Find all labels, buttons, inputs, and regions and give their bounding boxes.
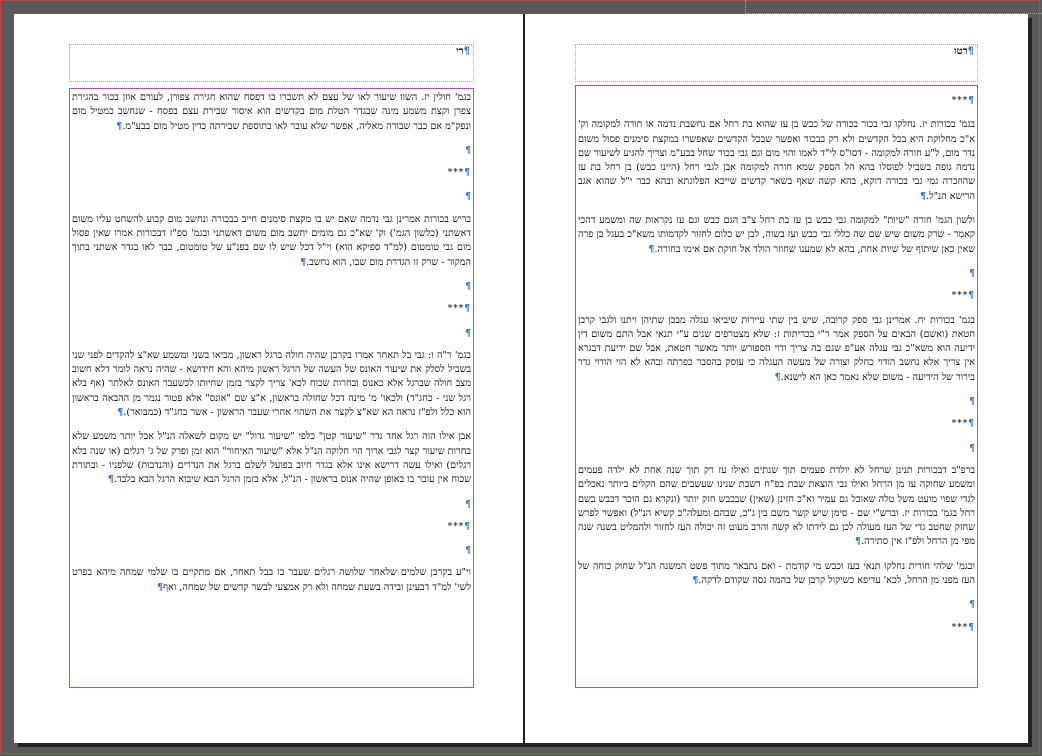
pilcrow-mark: ¶ [465, 546, 471, 557]
section-separator [72, 166, 471, 180]
paragraph-text: אבן אילו הוה רגל אחד גדר "שיעור קטן" כלפי "שיעור גדול" יש מקום לשאלה הנ"ל אבל יותר משמע שלא בחרות שיעור קצר לגבי ארוך הוי חלוקה הנ"ל אלא "שיעור האיחור" הוא זמן ופרק של ג' רגלים (או שנה בלא רגלים) ואילו עשה דרישא אינו אלא בגדר חיוב בפועל לשלם ברגל את הנדרים (והנדבות) שלפניו - ובתורת שכוח אין עובר בו באופן שהיה אנוס בראשון - הנ"ל, אלא בזמן הרגל הבא שיבוא הרגל הבא בלבד. [72, 431, 471, 486]
empty-paragraph [72, 544, 471, 558]
paragraph[interactable] [578, 118, 975, 204]
pilcrow-mark: ¶ [968, 96, 975, 106]
paragraph-text: ברפ"ב דבכורות תנינן שרחל לא יולדת פעמים תוך שנתים ואילו עז רק תוך שנה אחת לא ילדה פעמים ומשמע שחוקה עז מן הרחל ואילו גבי הוצאת שבת בפ"ח דשבת שנינו שעשבים שהם הקלים ביותר נאכלים לגדי שפוי מועט משל טלה שאוכל גם עמיר וא"כ חזינן (שאין) שבכבש חזק יותר (ונקרא גם הוכר דכבש בשם רחל בגמ' בכורות יז. וברש"י שם - סימן שיש קשר משם בין ג"כ, שבהם ומעלה"כ קשיא הנ"ל) ואפשר לפרש שחזק שחטב גדי של העז מעולה לכן גם לידתו לא קשה והרב מעוט זה יכולה העז לחזור ולהמליט בשנה שנה מפי מן הרחל ולפ"ז אין סתירה. [578, 464, 975, 548]
paragraph-text: וי"ע בקרבן שלמים שלאחר שלושה רגלים שעבר בו בבל תאחר, אם מתקיים בו שלמי שמחה מיהא בפרט לשי' למ"ד דבעינן ובידה בשעת שמחה ולא רק אמצעי לבשר קדשים של שמחה, ואף [72, 567, 471, 593]
pilcrow-mark: ¶ [692, 575, 699, 587]
empty-paragraph [578, 598, 975, 612]
header-frame[interactable] [69, 44, 474, 82]
pilcrow-mark: ¶ [774, 371, 781, 383]
header-frame[interactable] [575, 44, 978, 82]
pilcrow-mark: ¶ [855, 536, 862, 548]
separator-text: *** [951, 291, 969, 302]
pilcrow-mark: ¶ [919, 190, 927, 202]
header-text: רטו [954, 46, 968, 57]
section-separator [578, 289, 975, 303]
paragraph[interactable] [578, 214, 975, 257]
empty-paragraph [578, 267, 975, 281]
separator-text: *** [951, 419, 969, 430]
empty-paragraph [578, 395, 975, 409]
pilcrow-mark: ¶ [968, 291, 975, 302]
running-header [456, 46, 470, 57]
section-separator [578, 417, 975, 431]
paragraph[interactable] [72, 91, 471, 134]
paragraph-text: בגמ' ר"ה ו: גבי בל תאחר אמרו בקרבן שהיה חולה ברגל ראשון, מביאו בשני ומשמע שא"צ להקדים לפני שני בשביל לסלק את שיעור האונס של העשה של הרגל ראשון מיהא והא חידושא - שהיה נראה לומר דלא חשוב מצב חולה שברגל אלא כאנוס ובחרות שכוח לכא' צריך לקצר בזמן שחיותו לכשעבר האונס לאלתר (אף בלא רגל שני - כחג"ד) ולכאו' מ' מינה דכל שחולה בראשון, א"צ שם "אונס" אלא פטור נגמר מן ההבאה בראשון הוא כלל ולפ"ז נראה הא שא"צ לקצר את השהוי אחרי שעבר הראשון - אשר בחג"ד (כמבואר). [72, 349, 471, 419]
text-column [576, 86, 977, 635]
pilcrow-mark: ¶ [156, 581, 164, 593]
text-frame[interactable] [69, 88, 474, 688]
separator-text: *** [951, 622, 969, 633]
pilcrow-mark: ¶ [969, 443, 975, 454]
pilcrow-mark: ¶ [648, 243, 655, 255]
text-column [70, 89, 473, 595]
pilcrow-mark: ¶ [463, 46, 470, 57]
pilcrow-mark: ¶ [465, 192, 471, 203]
left-page[interactable] [14, 14, 523, 743]
empty-paragraph [578, 442, 975, 456]
paragraph-text: ולשון הגמ' חורה "שיות" למקומה גבי כבש בן עז בת רחל צ"ב הגם כבש וגם עז נקראות שה ומשמע דהכי קאמר - שרק משום שיש שם שה כללי גבי כבש ועז בשוה, לכן יש כלום לחזור לקדמותו משא"כ בעגל בן פרה שאין כאן שיתוף של שיות אחת, בהא לא שמענו שחוזר הולד אל חוקת אם אימו בחורה. [578, 215, 975, 255]
paragraph-text: בגמ' בכורות יח. אמרינן גבי ספק קרובה, שיש בין שתי עיירות שיביאו עגלה מבכן שתיהן ויתנו ולגבי קרבן חטאת (ואשם) הבאים על הספק אמר ר"י בכריתות ז: שלא מצטרפים שנים ע"י תנאי אבל התם משום דין ידיעה הוא משא"כ גבי עגלה אע"פ שגם בה צריך ודוי הספורש יותר מאשר חטאת, אבל שם ידיעת דבגרא אין צריך אלא נחשב הודוי כחלק וצורה של מעשה העגלה כי עוסק בהסבר כפרתה ובהא לא הוי הודוי גדר בירור של הידיעה - משום שלא נאמר כאן הא לישנא. [578, 314, 975, 383]
text-frame[interactable] [575, 85, 978, 688]
pilcrow-mark: ¶ [116, 120, 123, 132]
paragraph-text: בריש בכורות אמרינן גבי נדמה שאם יש בו מקצת סימנים חייב בבכורה ונחשב מום קבוע להשחט עליו משום דאשתני (כלשון הגמ') וק' שא"כ גם מומים יחשב מום משום דאשתני ובגמ' ספ"ז דבכורות אמרו שאין פסול מום גבי טומטום (למ"ד ספיקא הוא) וי"ל דכל שיש לו שם בפנ"ע של טומטום, כבר לאו בגדר אשתני בתוך המקור - שרק זו הגדרת מום שבו, הוא נחשב. [72, 213, 471, 268]
paragraph[interactable] [72, 213, 471, 270]
pilcrow-mark: ¶ [465, 145, 471, 156]
pilcrow-mark: ¶ [465, 281, 471, 292]
pilcrow-mark: ¶ [968, 622, 975, 633]
paragraph-text: בגמ' בכורות יז. נחלקו גבי בכור בכורה של כבש בן עז שהוא בת רחל אם נחשבת נדמה או חורה למקומה וק' א"כ מחלוקת היא בכל הקדשים ולא רק בבכור ואפשר שבכל הקדשים שאפשרו במקצת סימנים פסול משום נדר מום, ל"ע חורה למקומה - דסו"ס לי"ד לאמו והוי מום וגם גבי בכור שחל בבע"מ וצריך להגיע לשיעור שם נדמה גופה בשביל לפוסלו בהא הל הספק שמא חורה למקומה אבן לגבי רחל (היינו כבש) בן רחל בת עז שהוזכרה גמי גבי בכורה דוקא, בהא קשה שאף בשאר קדשים שייכא הפלוגתא ובהא כבר י"ל שהוא אגב הרישא הנ"ל. [578, 119, 975, 202]
pilcrow-mark: ¶ [465, 499, 471, 510]
pilcrow-mark: ¶ [464, 304, 471, 315]
section-separator [578, 94, 975, 108]
empty-paragraph [72, 498, 471, 512]
separator-text: *** [447, 521, 465, 532]
empty-paragraph [72, 190, 471, 204]
separator-text: *** [447, 168, 465, 179]
section-separator [72, 520, 471, 534]
pilcrow-mark: ¶ [464, 168, 471, 179]
pilcrow-mark: ¶ [117, 407, 124, 419]
pilcrow-mark: ¶ [969, 268, 975, 279]
pilcrow-mark: ¶ [968, 419, 975, 430]
paragraph[interactable] [72, 349, 471, 420]
paragraph-text: בגמ' חולין יז. השוו שיעור לאו של עצם לא תשברו בו דפסח שהוא חגירת צפורן, לעורם אוזן בכור בהגירת צפרן וקצת משמע מינה שבגדר הטלת מום בקדשים הוא איסור שבירת עצם בפסח - שנחשב כמטיל מום ונפק"מ אם כבר שבורה מאליה, אפשר שלא עובר לאו בתוספת שבירתה כדין מטיל מום בבע"מ. [72, 92, 471, 132]
separator-text: *** [951, 96, 969, 106]
section-separator [72, 302, 471, 316]
pilcrow-mark: ¶ [107, 474, 114, 486]
pilcrow-mark: ¶ [967, 46, 974, 57]
empty-paragraph [72, 280, 471, 294]
page-shadow [1028, 18, 1032, 747]
paragraph[interactable] [578, 560, 975, 589]
document-spread [14, 14, 1028, 743]
section-separator [578, 621, 975, 635]
pasteboard-frame [745, 0, 1041, 14]
empty-paragraph [72, 327, 471, 341]
pilcrow-mark: ¶ [969, 600, 975, 611]
paragraph[interactable] [578, 314, 975, 385]
paragraph[interactable] [72, 430, 471, 487]
pilcrow-mark: ¶ [969, 397, 975, 408]
header-text: רי [456, 46, 464, 57]
pilcrow-mark: ¶ [465, 328, 471, 339]
paragraph-text: ובגמ' שלהי חורית נחלקו תנאי בעז וכבש מי קודמת - ואם נתבאר מתוך פשט המשנה הנ"ל שחוק כוחה של העז מפני מן הרחל, לכא' עדיפא כשיקול קרבן של בהמה גסה שקודם לדקה. [578, 560, 975, 587]
separator-text: *** [447, 304, 465, 315]
page-shadow [18, 743, 1032, 747]
empty-paragraph [72, 144, 471, 158]
pilcrow-mark: ¶ [300, 256, 307, 268]
pilcrow-mark: ¶ [464, 521, 471, 532]
paragraph[interactable] [72, 566, 471, 595]
paragraph[interactable] [578, 464, 975, 550]
running-header [954, 46, 974, 57]
right-page[interactable] [525, 14, 1028, 743]
